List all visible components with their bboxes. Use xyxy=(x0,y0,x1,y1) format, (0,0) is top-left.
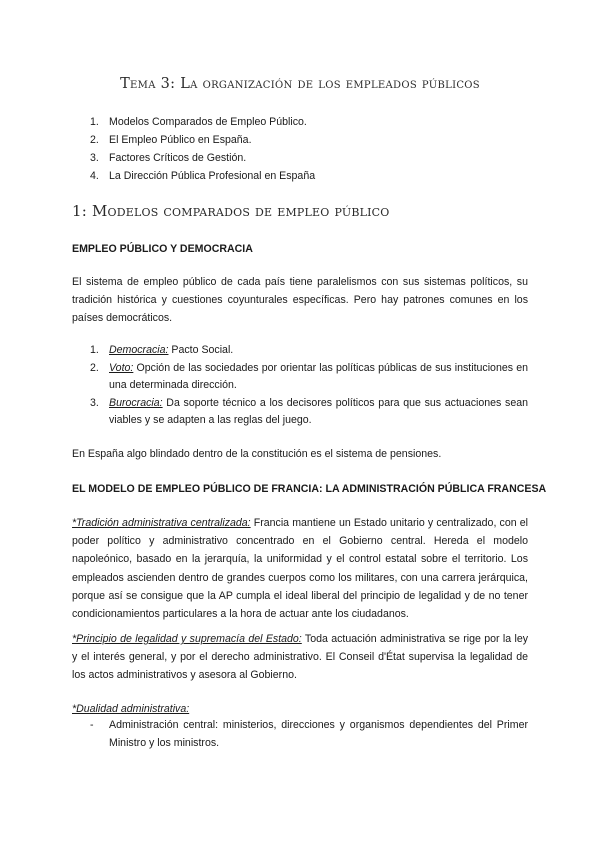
toc-item: 1. Modelos Comparados de Empleo Público. xyxy=(90,116,307,128)
page-title: Tema 3: La organización de los empleados públicos xyxy=(120,76,480,92)
list-item: 3. Burocracia: Da soporte técnico a los decisores políticos para que sus actuaciones sean viables y se adapten a las reglas del juego. xyxy=(90,396,528,426)
concept-list xyxy=(90,342,528,430)
paragraph-dualidad: *Dualidad administrativa: xyxy=(72,703,190,715)
list-item: - Administración central: ministerios, direcciones y organismos dependientes del Primer Ministro y los ministros. xyxy=(90,719,528,749)
paragraph-tradicion: *Tradición administrativa centralizada: Francia mantiene un Estado unitario y centralizado, con el poder político y administrativo concentrado en el Gobierno central. Hereda el modelo napoleónico, basado en la jerarquía, la uniformidad y el control estatal sobre el territorio. Los empleados ascienden dentro de grandes cuerpos como los militares, con una carrera jerárquica, porque así se consigue que la AP cumpla el ideal liberal del principio de legalidad y de no tener condicionamientos particulares a la hora de actuar ante los ciudadanos. xyxy=(72,517,528,621)
subheading-democracia: EMPLEO PÚBLICO Y DEMOCRACIA xyxy=(72,243,253,255)
list-item: 1. Democracia: Pacto Social. xyxy=(90,344,234,356)
dash-list xyxy=(90,717,528,752)
toc-item: 4. La Dirección Pública Profesional en España xyxy=(90,170,316,182)
subheading-francia: EL MODELO DE EMPLEO PÚBLICO DE FRANCIA: LA ADMINISTRACIÓN PÚBLICA FRANCESA xyxy=(72,483,547,495)
intro-paragraph: El sistema de empleo público de cada país tiene paralelismos con sus sistemas políticos, su tradición histórica y cuestiones coyunturales específicas. Pero hay patrones comunes en los países democráticos. xyxy=(72,276,528,325)
toc-item: 2. El Empleo Público en España. xyxy=(90,134,252,146)
toc-item: 3. Factores Críticos de Gestión. xyxy=(90,152,247,164)
paragraph-legalidad: *Principio de legalidad y supremacía del Estado: Toda actuación administrativa se rige por la ley y el interés general, y por el derecho administrativo. El Conseil d'État supervisa la legalidad de los actos administrativos y asesora al Gobierno. xyxy=(72,633,529,682)
pensions-note: En España algo blindado dentro de la constitución es el sistema de pensiones. xyxy=(72,448,442,460)
section-heading: 1: Modelos comparados de empleo público xyxy=(72,202,390,220)
table-of-contents xyxy=(90,113,315,185)
list-item: 2. Voto: Opción de las sociedades por orientar las políticas públicas de sus instituciones en una determinada dirección. xyxy=(90,361,528,391)
